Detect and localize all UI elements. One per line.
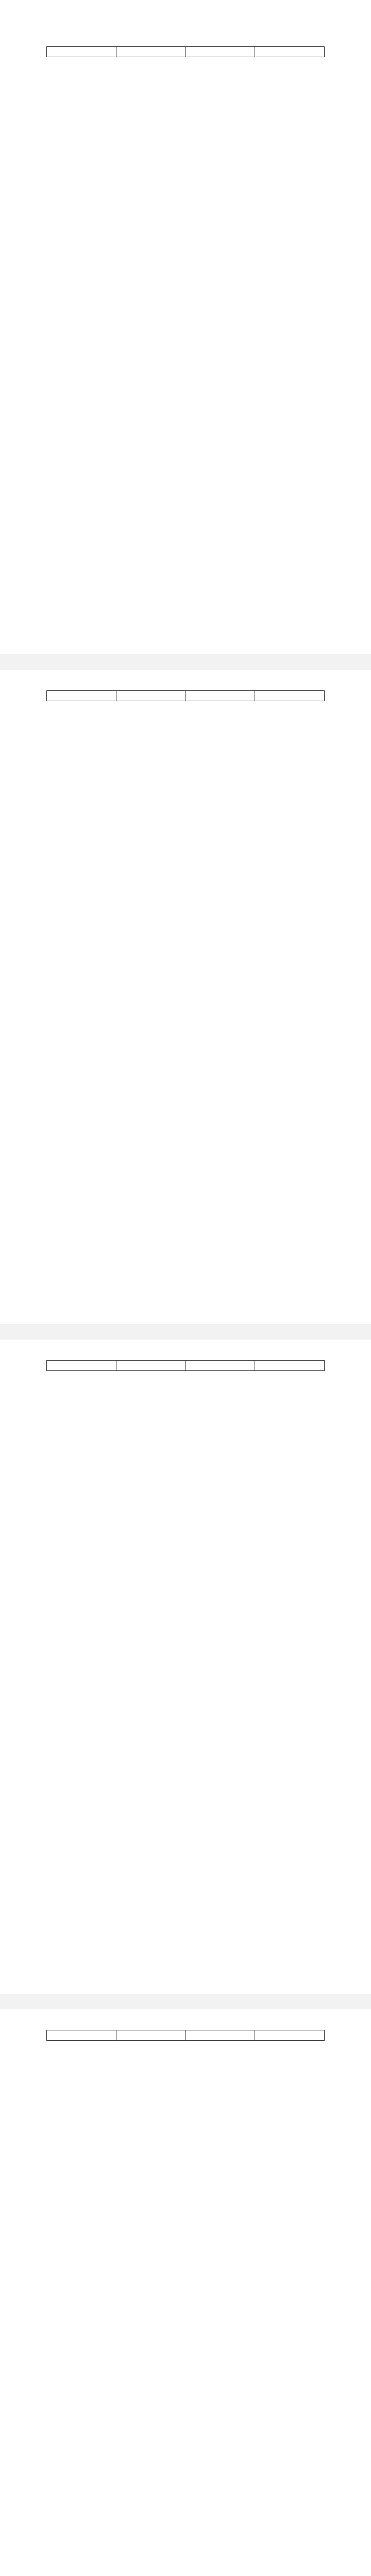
col-header-id xyxy=(185,691,255,701)
roster-table xyxy=(46,690,325,701)
col-header-id xyxy=(185,47,255,57)
roster-page-4 xyxy=(0,2009,371,2576)
col-header-name xyxy=(116,47,185,57)
col-header-index xyxy=(47,2030,116,2041)
roster-page-1 xyxy=(0,0,371,654)
col-header-index xyxy=(47,1361,116,1371)
col-header-type xyxy=(255,2030,325,2041)
roster-page-2 xyxy=(0,670,371,1324)
col-header-index xyxy=(47,691,116,701)
col-header-id xyxy=(185,2030,255,2041)
col-header-name xyxy=(116,1361,185,1371)
table-header-row xyxy=(47,691,325,701)
table-header-row xyxy=(47,47,325,57)
page-separator xyxy=(0,1994,371,2009)
page-separator xyxy=(0,654,371,670)
roster-table xyxy=(46,1360,325,1371)
col-header-name xyxy=(116,2030,185,2041)
col-header-type xyxy=(255,47,325,57)
table-header-row xyxy=(47,1361,325,1371)
col-header-type xyxy=(255,1361,325,1371)
col-header-type xyxy=(255,691,325,701)
roster-table xyxy=(46,46,325,57)
col-header-index xyxy=(47,47,116,57)
col-header-id xyxy=(185,1361,255,1371)
table-header-row xyxy=(47,2030,325,2041)
page-separator xyxy=(0,1324,371,1340)
roster-table xyxy=(46,2030,325,2041)
roster-page-3 xyxy=(0,1340,371,1994)
col-header-name xyxy=(116,691,185,701)
